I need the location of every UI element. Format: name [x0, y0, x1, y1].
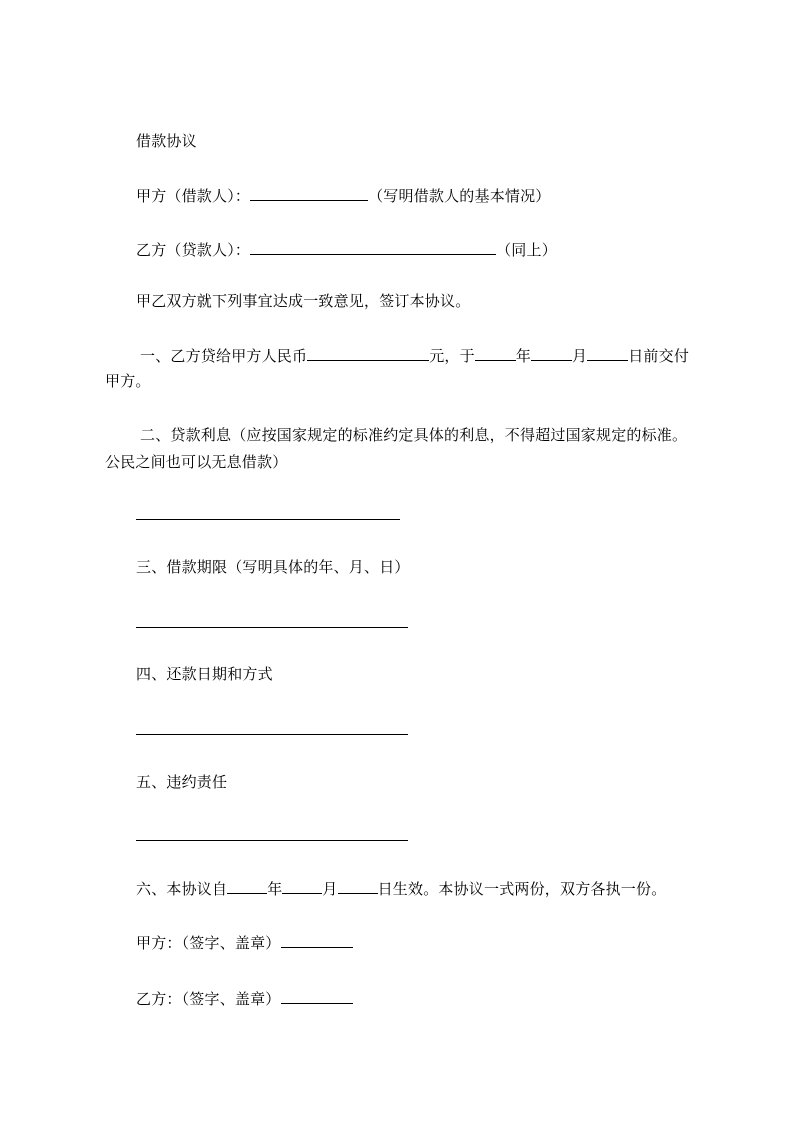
- signature-party-a-blank[interactable]: [281, 931, 353, 948]
- clause-1-unit: 元，于: [429, 347, 475, 365]
- clause-1-year-blank[interactable]: [475, 344, 516, 361]
- clause-2-line-2: 公民之间也可以无息借款）: [105, 453, 288, 471]
- party-a-blank[interactable]: [250, 184, 368, 201]
- clause-6-suffix: 日生效。本协议一式两份，双方各执一份。: [377, 880, 667, 898]
- clause-6-line: [136, 877, 666, 899]
- party-b-label: 乙方（贷款人）：: [136, 241, 251, 259]
- clause-1-year: 年: [515, 347, 532, 365]
- clause-3-heading: 三、借款期限（写明具体的年、月、日）: [136, 558, 410, 576]
- clause-2-fill-line[interactable]: [136, 519, 400, 520]
- signature-party-b-label: 乙方：（签字、盖章）: [136, 990, 281, 1008]
- clause-2-line-1: 二、贷款利息（应按国家规定的标准约定具体的利息，不得超过国家规定的标准。: [140, 426, 688, 444]
- clause-6-year: 年: [267, 880, 283, 898]
- signature-party-b-blank[interactable]: [281, 987, 353, 1004]
- party-a-note: （写明借款人的基本情况）: [368, 187, 551, 205]
- party-b-line: [136, 238, 557, 260]
- clause-1-prefix: 一、乙方贷给甲方人民币: [140, 347, 308, 365]
- party-a-label: 甲方（借款人）：: [136, 187, 251, 205]
- clause-1-line-1: [140, 344, 689, 366]
- clause-1-line-2: 甲方。: [105, 372, 151, 390]
- clause-6-month: 月: [322, 880, 338, 898]
- party-a-line: [136, 184, 551, 206]
- clause-1-amount-blank[interactable]: [307, 344, 429, 361]
- clause-4-heading: 四、还款日期和方式: [136, 665, 273, 683]
- party-b-note: （同上）: [496, 241, 557, 259]
- clause-6-day-blank[interactable]: [338, 877, 378, 894]
- clause-1-month: 月: [572, 347, 588, 365]
- clause-1-month-blank[interactable]: [531, 344, 572, 361]
- signature-party-b: [136, 987, 353, 1009]
- clause-5-heading: 五、违约责任: [136, 773, 228, 791]
- clause-1-suffix: 日前交付: [628, 347, 690, 365]
- clause-3-fill-line[interactable]: [136, 627, 408, 628]
- clause-1-day-blank[interactable]: [587, 344, 628, 361]
- clause-6-prefix: 六、本协议自: [136, 880, 228, 898]
- intro-paragraph: 甲乙双方就下列事宜达成一致意见，签订本协议。: [136, 292, 471, 310]
- signature-party-a-label: 甲方：（签字、盖章）: [136, 934, 281, 952]
- document-title: 借款协议: [136, 132, 197, 150]
- clause-4-fill-line[interactable]: [136, 734, 408, 735]
- clause-6-month-blank[interactable]: [282, 877, 322, 894]
- signature-party-a: [136, 931, 353, 953]
- party-b-blank[interactable]: [250, 238, 496, 255]
- clause-5-fill-line[interactable]: [136, 840, 408, 841]
- clause-6-year-blank[interactable]: [227, 877, 267, 894]
